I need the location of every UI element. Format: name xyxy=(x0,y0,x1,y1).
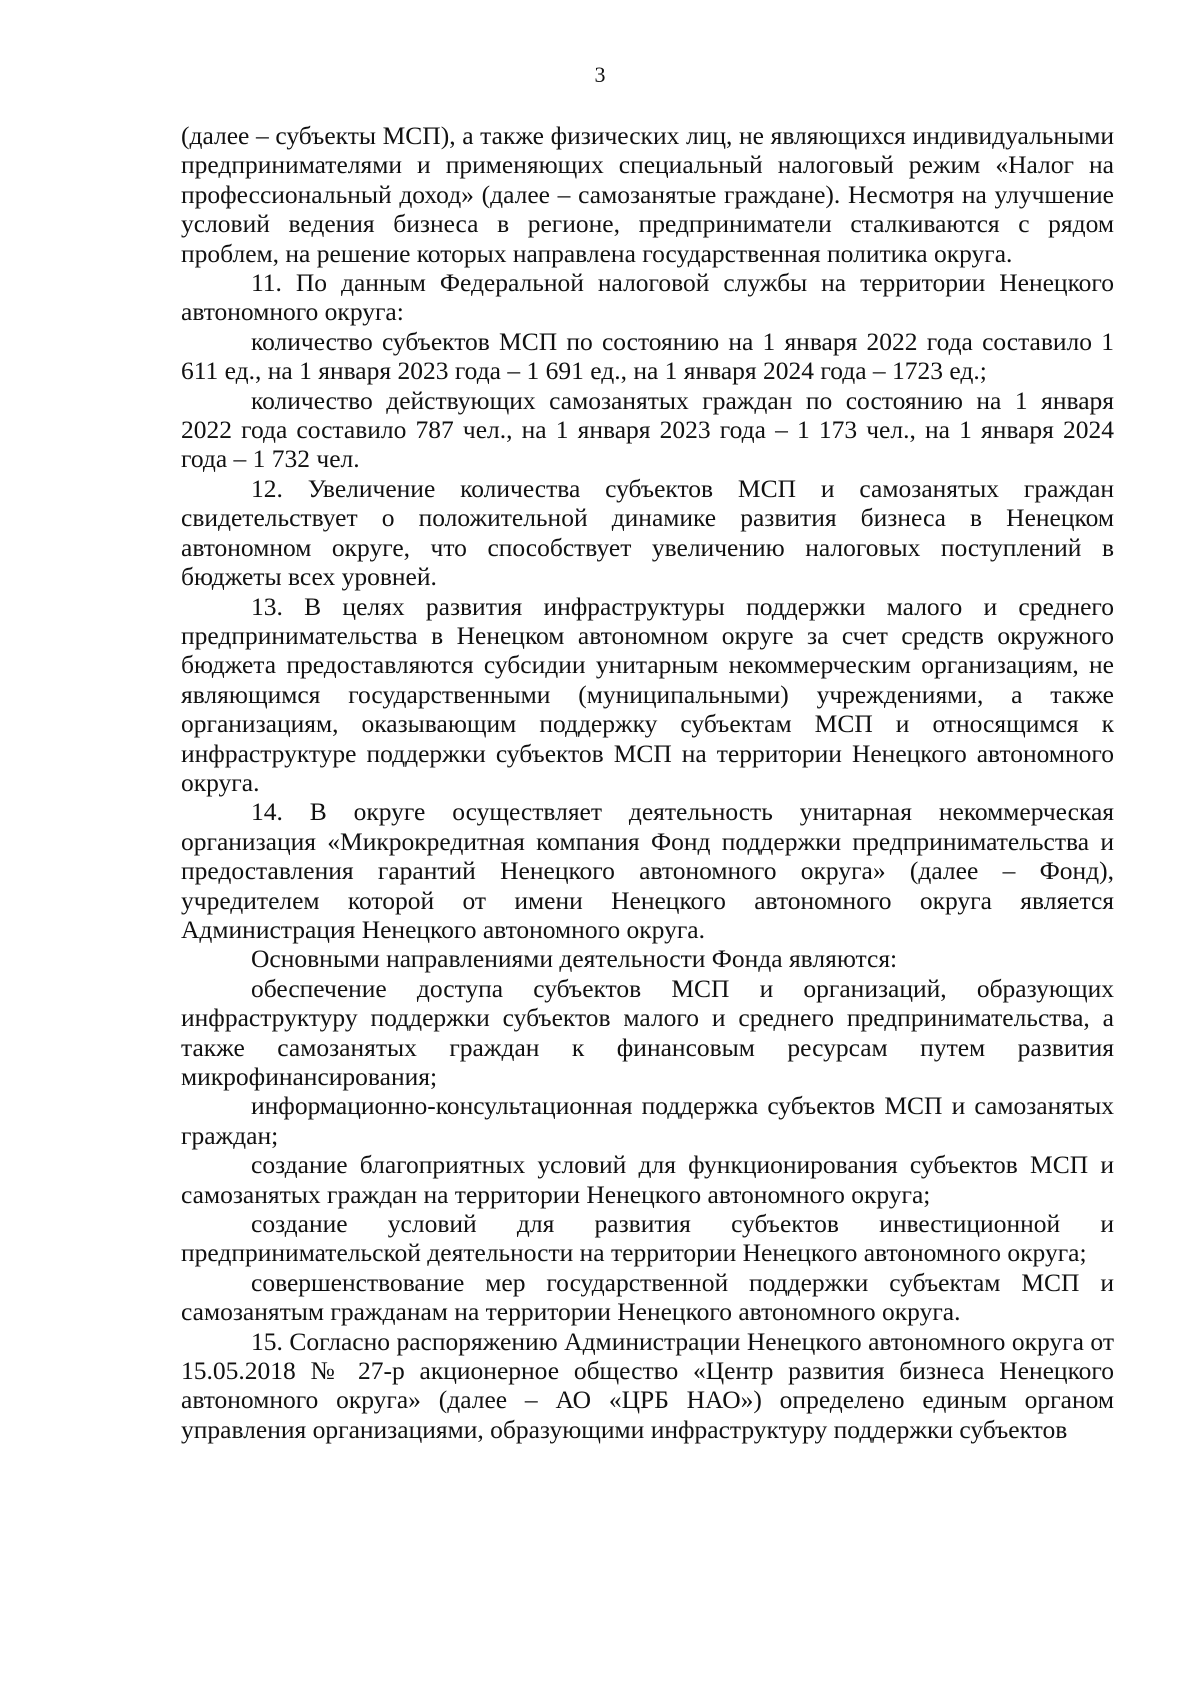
page-number: 3 xyxy=(594,62,606,87)
paragraph-msp-count: количество субъектов МСП по состоянию на 1 января 2022 года составило 1 611 ед., на 1 января 2023 года – 1 691 ед., на 1 января 2024 года – 1723 ед.; xyxy=(181,326,1114,386)
paragraph-13: 13. В целях развития инфраструктуры поддержки малого и среднего предпринимательства в Ненецком автономном округе за счет средств окружного бюджета предоставляются субсидии унитарным некоммерческим организациям, не являющимся государственными (муниципальными) учреждениями, а также организациям, оказывающим поддержку субъектам МСП и относящимся к инфраструктуре поддержки субъектов МСП на территории Ненецкого автономного округа. xyxy=(181,591,1114,797)
list-item-investment-conditions: создание условий для развития субъектов инвестиционной и предпринимательской деятельности на территории Ненецкого автономного округа; xyxy=(181,1209,1114,1268)
list-item-finance-access: обеспечение доступа субъектов МСП и организаций, образующих инфраструктуру поддержки субъектов малого и среднего предпринимательства, а также самозанятых граждан к финансовым ресурсам путем развития микрофинансирования; xyxy=(181,973,1114,1091)
list-item-favorable-conditions: создание благоприятных условий для функционирования субъектов МСП и самозанятых граждан на территории Ненецкого автономного округа; xyxy=(181,1150,1114,1209)
paragraph-11: 11. По данным Федеральной налоговой службы на территории Ненецкого автономного округа: xyxy=(181,268,1114,327)
list-item-consulting: информационно-консультационная поддержка субъектов МСП и самозанятых граждан; xyxy=(181,1091,1114,1150)
paragraph-12: 12. Увеличение количества субъектов МСП и самозанятых граждан свидетельствует о положительной динамике развития бизнеса в Ненецком автономном округе, что способствует увеличению налоговых поступлений в бюджеты всех уровней. xyxy=(181,473,1114,592)
paragraph-continuation: (далее – субъекты МСП), а также физических лиц, не являющихся индивидуальными предпринимателями и применяющих специальный налоговый режим «Налог на профессиональный доход» (далее – самозанятые граждане). Несмотря на улучшение условий ведения бизнеса в регионе, предприниматели сталкиваются с рядом проблем, на решение которых направлена государственная политика округа. xyxy=(181,121,1114,268)
paragraph-14: 14. В округе осуществляет деятельность унитарная некоммерческая организация «Микрокредитная компания Фонд поддержки предпринимательства и предоставления гарантий Ненецкого автономного округа» (далее – Фонд), учредителем которой от имени Ненецкого автономного округа является Администрация Ненецкого автономного округа. xyxy=(181,797,1114,944)
list-item-support-measures: совершенствование мер государственной поддержки субъектам МСП и самозанятым гражданам на территории Ненецкого автономного округа. xyxy=(181,1267,1114,1327)
paragraph-15: 15. Согласно распоряжению Администрации Ненецкого автономного округа от 15.05.2018 № 27-р акционерное общество «Центр развития бизнеса Ненецкого автономного округа» (далее – АО «ЦРБ НАО») определено единым органом управления организациями, образующими инфраструктуру поддержки субъектов xyxy=(181,1326,1114,1444)
document-body xyxy=(181,121,1114,1444)
paragraph-selfemployed-count: количество действующих самозанятых граждан по состоянию на 1 января 2022 года составило 787 чел., на 1 января 2023 года – 1 173 чел., на 1 января 2024 года – 1 732 чел. xyxy=(181,385,1114,474)
paragraph-fund-directions-intro: Основными направлениями деятельности Фонда являются: xyxy=(251,944,898,974)
